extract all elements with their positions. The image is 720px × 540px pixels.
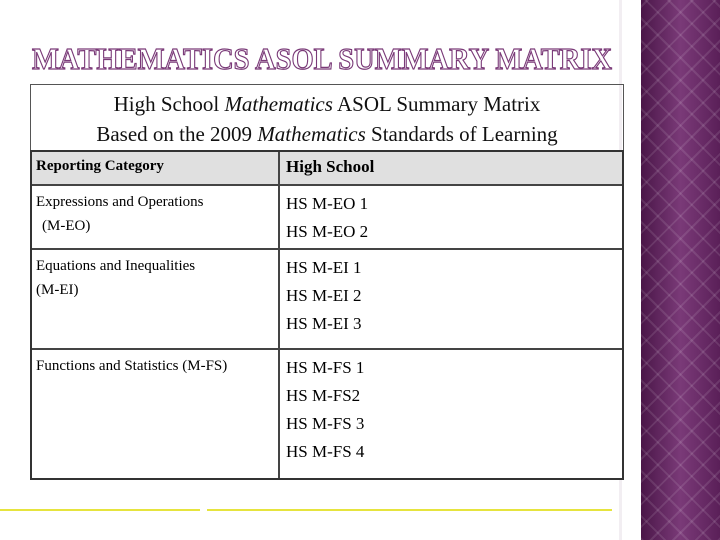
category-name: Expressions and Operations <box>36 194 204 210</box>
column-header-reporting-category: Reporting Category <box>32 152 280 184</box>
heading-line-1 <box>31 89 623 119</box>
slide-title-text: MATHEMATICS ASOL SUMMARY MATRIX <box>32 41 613 76</box>
reporting-code: HS M-EO 1 <box>286 194 369 213</box>
category-cell <box>32 350 280 478</box>
column-header-high-school: High School <box>286 157 375 176</box>
category-code: (M-EO) <box>42 218 91 234</box>
slide-title <box>30 40 615 76</box>
reporting-code: HS M-EI 1 <box>286 258 362 277</box>
category-cell <box>32 186 280 248</box>
table-header-row <box>32 152 622 186</box>
summary-matrix-table <box>30 150 624 480</box>
heading-line-1-italic: Mathematics <box>224 92 333 116</box>
category-name: Equations and Inequalities <box>36 258 196 274</box>
category-cell <box>32 250 280 348</box>
heading-line-2-prefix: Based on the 2009 <box>96 122 258 146</box>
reporting-code: HS M-FS 1 <box>286 358 365 377</box>
reporting-code: HS M-EI 3 <box>286 314 362 333</box>
reporting-code: HS M-FS 4 <box>286 442 365 461</box>
codes-cell <box>280 250 622 348</box>
table-row <box>32 250 622 350</box>
footer-rule-right <box>207 509 612 511</box>
category-name: Functions and Statistics (M-FS) <box>36 358 228 374</box>
category-code: (M-EI) <box>36 282 79 298</box>
codes-cell <box>280 186 622 248</box>
reporting-code: HS M-FS2 <box>286 386 361 405</box>
reporting-code: HS M-EI 2 <box>286 286 362 305</box>
heading-line-2-italic: Mathematics <box>257 122 366 146</box>
table-row <box>32 186 622 250</box>
decorative-side-band <box>641 0 720 540</box>
slide-title-outline-text <box>30 40 615 76</box>
table-row <box>32 350 622 478</box>
heading-line-1-suffix: ASOL Summary Matrix <box>332 92 541 116</box>
reporting-code: HS M-FS 3 <box>286 414 365 433</box>
heading-line-2 <box>31 119 623 149</box>
reporting-code: HS M-EO 2 <box>286 222 369 241</box>
codes-cell <box>280 350 622 478</box>
heading-line-1-prefix: High School <box>113 92 225 116</box>
footer-rule-left <box>0 509 200 511</box>
matrix-heading <box>30 84 624 150</box>
heading-line-2-suffix: Standards of Learning <box>365 122 558 146</box>
